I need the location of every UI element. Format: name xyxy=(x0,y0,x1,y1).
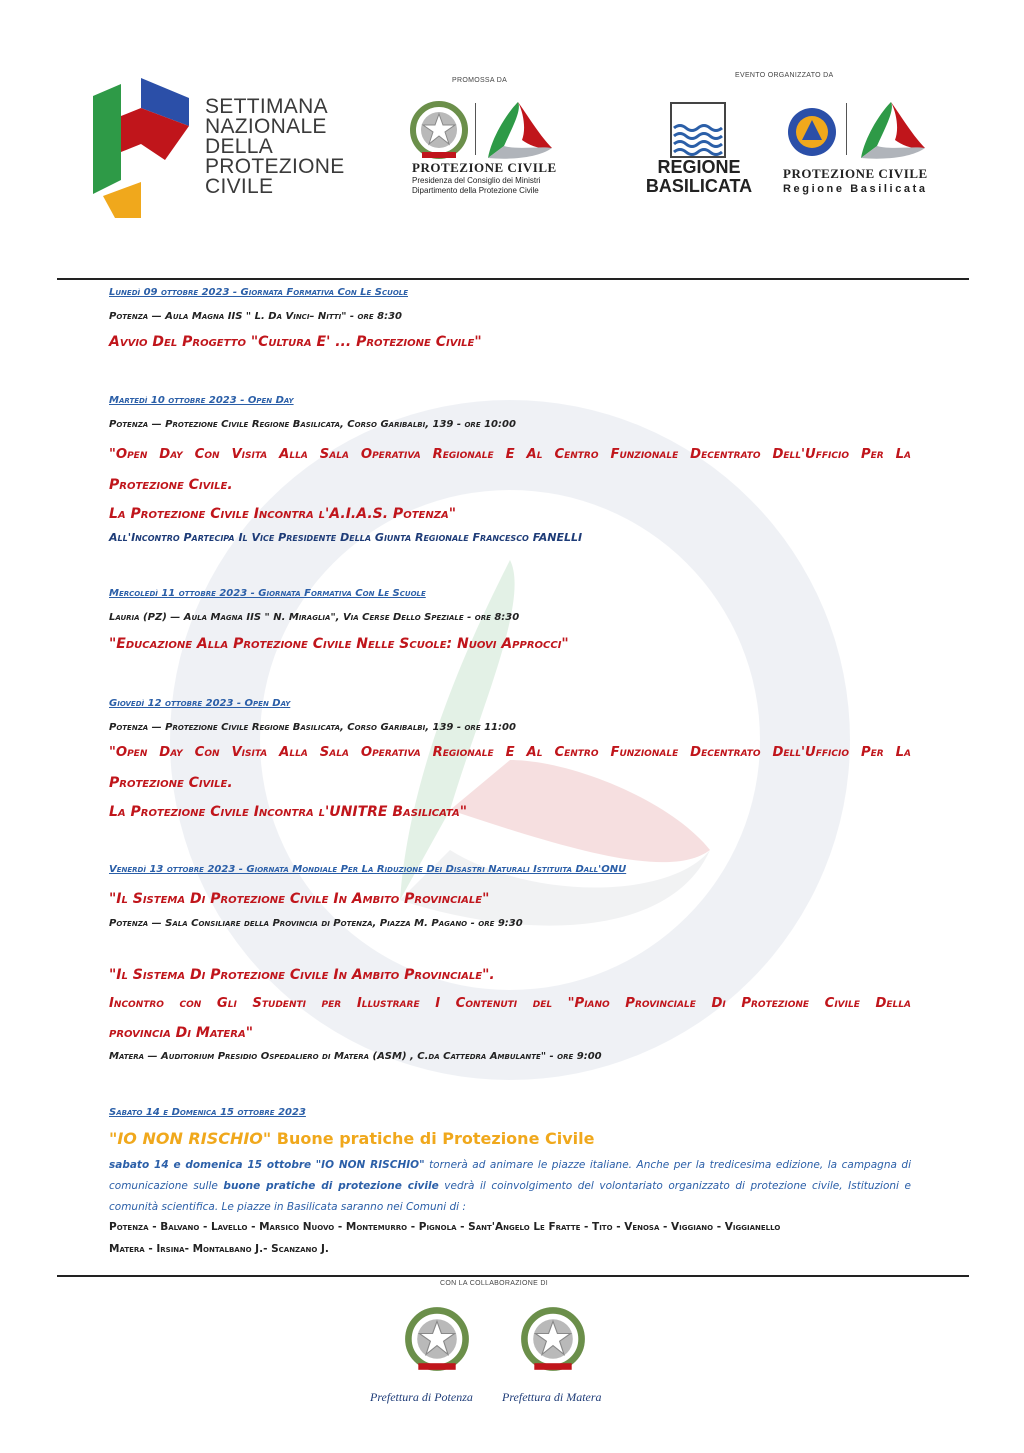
event-2-note: All'Incontro Partecipa Il Vice Presidente Della Giunta Regionale Francesco FANELLI xyxy=(109,531,583,544)
watermark-seal xyxy=(150,380,870,1100)
event-4-title-line1: "Open Day Con Visita Alla Sala Operativa Regionale E Al Centro Funzionale Decentrato Dell'Ufficio Per La xyxy=(109,745,911,760)
para-text: vedrà il coinvolgimento del volontariato organizzato di protezione civile, Istituzioni e comunità scientifica. Le piazze in Basilicata saranno nei Comuni di : xyxy=(109,1180,912,1213)
event-1-title: Avvio Del Progetto "Cultura E' ... Protezione Civile" xyxy=(109,334,482,350)
prefettura-potenza-emblem-icon xyxy=(404,1306,470,1372)
event-2-title-line1: "Open Day Con Visita Alla Sala Operativa Regionale E Al Centro Funzionale Decentrato Dell'Ufficio Per La xyxy=(109,447,911,462)
italian-emblem-icon xyxy=(410,100,468,160)
event-5-title2-line2: Incontro con Gli Studenti per Illustrare I Contenuti del "Piano Provinciale Di Protezione Civile Della xyxy=(109,996,911,1011)
pc-regional-title: PROTEZIONE CIVILE xyxy=(783,166,928,181)
prefettura-matera-emblem-icon xyxy=(520,1306,586,1372)
event-6-towns-line1: Potenza - Balvano - Lavello - Marsico Nuovo - Montemurro - Pignola - Sant'Angelo Le Fratte - Tito - Venosa - Viggiano - Viggianello xyxy=(109,1221,781,1233)
event-logo-text xyxy=(205,97,345,197)
promoted-by-label: PROMOSSA DA xyxy=(452,77,508,84)
region-line2: BASILICATA xyxy=(645,176,753,196)
event-4-day: Giovedì 12 ottobre 2023 - Open Day xyxy=(109,698,291,709)
pc-regional-sub: Regione Basilicata xyxy=(783,183,928,195)
event-logo-icon xyxy=(93,78,193,218)
event-4-title-line3: La Protezione Civile Incontra l'UNITRE Basilicata" xyxy=(109,804,467,820)
protezione-civile-regional-logo-icon xyxy=(854,100,930,162)
event-2-title-line3: La Protezione Civile Incontra l'A.I.A.S. Potenza" xyxy=(109,506,457,522)
prefettura-matera-label: Prefettura di Matera xyxy=(502,1390,602,1404)
event-4-title-line2: Protezione Civile. xyxy=(109,775,233,791)
region-name xyxy=(644,158,754,196)
event-5-place: Potenza — Sala Consiliare della Provincia di Potenza, Piazza M. Pagano - ore 9:30 xyxy=(109,918,523,929)
bottom-divider xyxy=(57,1275,969,1277)
event-6-headline-quoted: "IO NON RISCHIO" xyxy=(109,1129,272,1148)
pc-national-title: PROTEZIONE CIVILE xyxy=(412,160,557,175)
divider-line xyxy=(846,103,847,155)
event-6-paragraph xyxy=(109,1155,911,1218)
para-bold: sabato 14 e domenica 15 ottobre xyxy=(109,1159,312,1171)
event-2-title-line2: Protezione Civile. xyxy=(109,477,233,493)
event-3-day: Mercoledì 11 ottobre 2023 - Giornata Formativa Con Le Scuole xyxy=(109,588,426,599)
event-logo xyxy=(93,78,193,218)
logo-line: SETTIMANA xyxy=(205,95,328,118)
pc-national-sub2: Dipartimento della Protezione Civile xyxy=(412,186,539,195)
prefettura-potenza-label: Prefettura di Potenza xyxy=(370,1390,473,1404)
event-6-headline-rest: Buone pratiche di Protezione Civile xyxy=(271,1129,595,1148)
logo-line: PROTEZIONE xyxy=(205,155,345,178)
logo-line: DELLA xyxy=(205,135,274,158)
event-5-day: Venerdì 13 ottobre 2023 - Giornata Mondiale Per La Riduzione Dei Disastri Naturali Istituita Dall'ONU xyxy=(109,864,627,875)
organized-by-label: EVENTO ORGANIZZATO DA xyxy=(735,72,834,79)
event-5-title2-line1: "Il Sistema Di Protezione Civile In Ambito Provinciale". xyxy=(109,967,495,983)
regione-basilicata-shield-icon xyxy=(670,102,726,158)
event-5-title: "Il Sistema Di Protezione Civile In Ambito Provinciale" xyxy=(109,891,490,907)
event-3-title: "Educazione Alla Protezione Civile Nelle Scuole: Nuovi Approcci" xyxy=(109,636,569,652)
event-2-place: Potenza — Protezione Civile Regione Basilicata, Corso Garibalbi, 139 - ore 10:00 xyxy=(109,419,516,430)
event-3-place: Lauria (PZ) — Aula Magna IIS " N. Miraglia", Via Cerse Dello Speziale - ore 8:30 xyxy=(109,612,520,623)
event-1-day: Lunedì 09 ottobre 2023 - Giornata Formativa Con Le Scuole xyxy=(109,287,409,298)
event-4-place: Potenza — Protezione Civile Regione Basilicata, Corso Garibalbi, 139 - ore 11:00 xyxy=(109,722,516,733)
pc-national-sub1: Presidenza del Consiglio dei Ministri xyxy=(412,176,541,185)
event-5-place2: Matera — Auditorium Presidio Ospedaliero di Matera (ASM) , C.da Cattedra Ambulante" - ore 9:00 xyxy=(109,1051,602,1062)
event-5-title2-line3: provincia Di Matera" xyxy=(109,1025,253,1041)
divider-line xyxy=(475,103,476,155)
logo-line: NAZIONALE xyxy=(205,115,327,138)
event-2-day: Martedì 10 ottobre 2023 - Open Day xyxy=(109,395,294,406)
event-1-place: Potenza — Aula Magna IIS " L. Da Vinci– Nitti" - ore 8:30 xyxy=(109,311,402,322)
top-divider xyxy=(57,278,969,280)
protezione-civile-logo-icon xyxy=(482,100,556,162)
para-bold: buone pratiche di protezione civile xyxy=(223,1180,439,1192)
collaboration-label: CON LA COLLABORAZIONE DI xyxy=(440,1280,548,1287)
regional-pc-emblem-icon xyxy=(786,106,838,158)
para-text: tornerà ad animare le piazze italiane. Anche per la tredicesima edizione, la campagna di comunicazione sulle xyxy=(109,1159,912,1192)
event-6-headline xyxy=(109,1129,594,1148)
event-6-day: Sabato 14 e Domenica 15 ottobre 2023 xyxy=(109,1107,306,1118)
event-6-towns-line2: Matera - Irsina- Montalbano J.- Scanzano J. xyxy=(109,1243,329,1255)
logo-line: CIVILE xyxy=(205,175,274,198)
para-bold: "IO NON RISCHIO" xyxy=(315,1159,425,1171)
region-line1: REGIONE xyxy=(657,157,741,177)
